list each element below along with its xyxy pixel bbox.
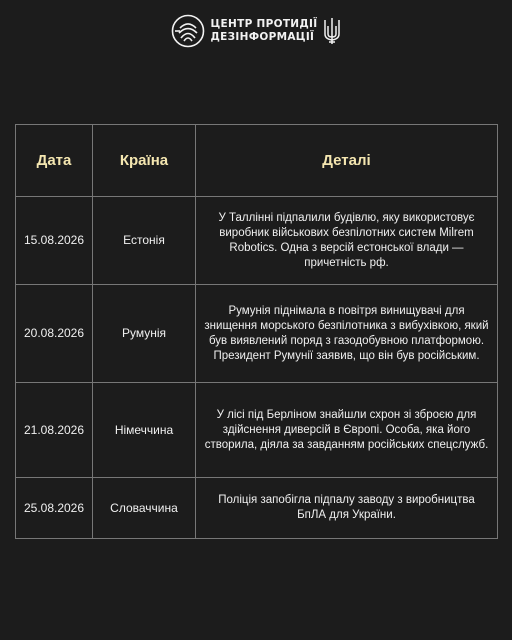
cell-details: У лісі під Берліном знайшли схрон зі зброєю для здійснення диверсій в Європі. Особа, яка його створила, діяла за завданням російських спецслужб. xyxy=(196,383,498,478)
cell-date: 25.08.2026 xyxy=(16,478,93,539)
table-row xyxy=(16,197,498,285)
cell-date: 21.08.2026 xyxy=(16,383,93,478)
cell-country: Словаччина xyxy=(93,478,196,539)
table-header-row xyxy=(16,125,498,197)
trident-icon xyxy=(323,17,341,45)
column-header-details: Деталі xyxy=(196,125,498,197)
incidents-table xyxy=(15,124,498,539)
fingerprint-circle-icon xyxy=(171,14,205,48)
logo xyxy=(0,13,512,49)
cell-date: 15.08.2026 xyxy=(16,197,93,285)
logo-line-1: ЦЕНТР ПРОТИДІЇ xyxy=(210,18,318,30)
column-header-country: Країна xyxy=(93,125,196,197)
cell-date: 20.08.2026 xyxy=(16,285,93,383)
cell-details: У Таллінні підпалили будівлю, яку використовує виробник військових безпілотних систем Milrem Robotics. Одна з версій естонської влади — причетність рф. xyxy=(196,197,498,285)
table-row xyxy=(16,285,498,383)
cell-country: Естонія xyxy=(93,197,196,285)
logo-line-2: ДЕЗІНФОРМАЦІЇ xyxy=(210,31,315,43)
cell-country: Румунія xyxy=(93,285,196,383)
table-row xyxy=(16,383,498,478)
cell-country: Німеччина xyxy=(93,383,196,478)
cell-details: Румунія піднімала в повітря винищувачі для знищення морського безпілотника з вибухівкою, який був виявлений поряд з газодобувною платформою. Президент Румунії заявив, що він був російським. xyxy=(196,285,498,383)
logo-text xyxy=(211,18,318,44)
cell-details: Поліція запобігла підпалу заводу з виробництва БпЛА для України. xyxy=(196,478,498,539)
table-row xyxy=(16,478,498,539)
column-header-date: Дата xyxy=(16,125,93,197)
